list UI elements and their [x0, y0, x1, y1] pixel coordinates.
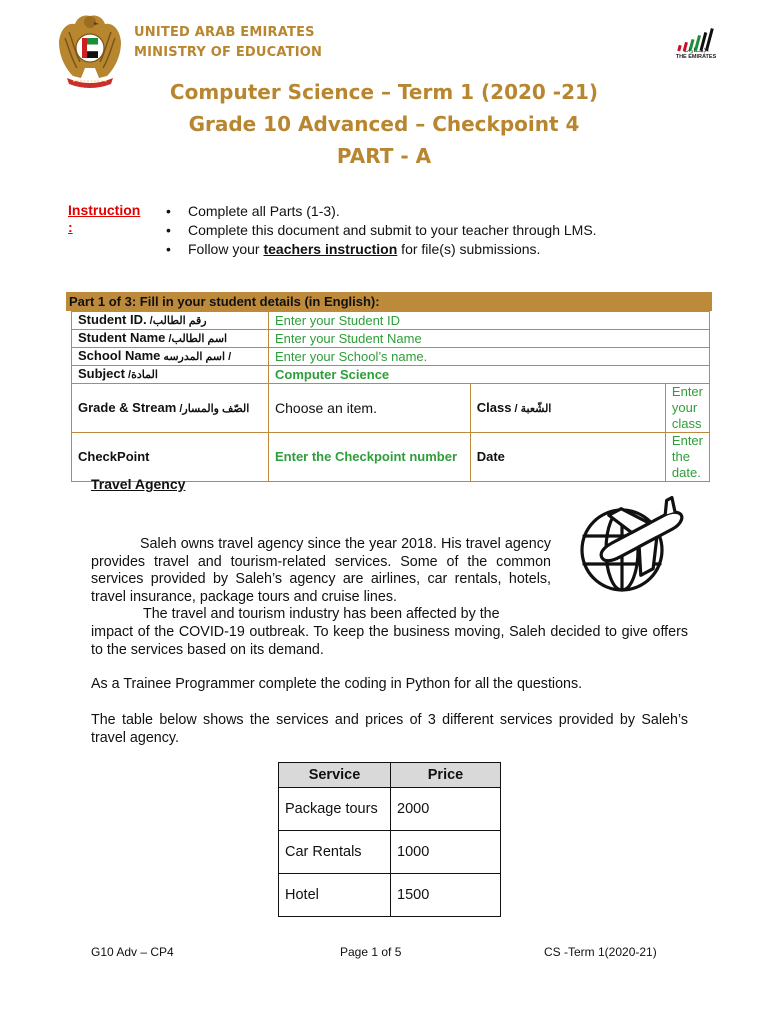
table-row — [279, 874, 501, 917]
student-name-field[interactable]: Enter your Student Name — [269, 330, 710, 348]
ministry-name — [134, 23, 322, 63]
instruction-list — [166, 202, 597, 259]
label-ar: /اسم الطالب — [165, 333, 228, 345]
class-field[interactable]: Enter your class — [665, 384, 709, 433]
table-row — [72, 433, 710, 482]
ministry-line-2: MINISTRY OF EDUCATION — [134, 45, 323, 60]
instruction-label-colon: : — [68, 219, 73, 235]
column-header-service: Service — [279, 763, 391, 788]
uae-emblem-icon — [55, 8, 125, 90]
service-price-cell: 2000 — [391, 788, 501, 831]
school-name-label — [72, 348, 269, 366]
footer-left: G10 Adv – CP4 — [91, 945, 174, 959]
class-label — [470, 384, 665, 433]
table-row — [72, 366, 710, 384]
instruction-item: • Complete all Parts (1-3). — [166, 202, 597, 221]
label-en: Student ID. — [78, 312, 147, 327]
student-name-label — [72, 330, 269, 348]
checkpoint-label: CheckPoint — [72, 433, 269, 482]
table-row — [72, 330, 710, 348]
student-details-header: Part 1 of 3: Fill in your student details (in English): — [66, 292, 712, 311]
table-row — [72, 312, 710, 330]
subject-label — [72, 366, 269, 384]
service-price-cell: 1500 — [391, 874, 501, 917]
service-name-cell: Package tours — [279, 788, 391, 831]
story-paragraph-2-rest: impact of the COVID-19 outbreak. To keep the business moving, Saleh decided to give offers to the services based on its demand. — [91, 624, 688, 658]
instruction-label — [68, 202, 140, 236]
student-details-table — [71, 311, 710, 482]
instruction-item-text: Follow your — [188, 241, 264, 257]
checkpoint-field[interactable]: Enter the Checkpoint number — [269, 433, 471, 482]
footer-right: CS -Term 1(2020-21) — [544, 945, 657, 959]
column-header-price: Price — [391, 763, 501, 788]
footer-page-number: Page 1 of 5 — [340, 945, 402, 959]
label-ar: /رقم الطالب — [146, 315, 207, 327]
emirates-logo-text: THE EMIRATES — [675, 54, 717, 60]
student-id-field[interactable]: Enter your Student ID — [269, 312, 710, 330]
page-title-line-2: Grade 10 Advanced – Checkpoint 4 — [188, 112, 580, 136]
globe-airplane-icon — [576, 492, 690, 598]
page-title-line-1: Computer Science – Term 1 (2020 -21) — [169, 80, 599, 104]
date-label: Date — [470, 433, 665, 482]
table-row — [72, 384, 710, 433]
table-row — [279, 831, 501, 874]
story-paragraph-4: The table below shows the services and prices of 3 different services provided by Saleh’s travel agency. — [91, 712, 688, 746]
services-price-table — [278, 762, 501, 917]
ministry-line-1: UNITED ARAB EMIRATES — [134, 25, 315, 40]
service-name-cell: Car Rentals — [279, 831, 391, 874]
label-en: Class — [476, 399, 512, 415]
subject-value: Computer Science — [269, 366, 710, 384]
label-en: Subject — [78, 366, 125, 381]
table-header-row — [279, 763, 501, 788]
grade-stream-label — [72, 384, 269, 433]
label-ar: / الشّعبة — [511, 402, 552, 415]
emirates-logo-arabic: الإمـــارات — [683, 48, 709, 54]
service-name-cell: Hotel — [279, 874, 391, 917]
label-ar: /الصّف والمسار — [176, 402, 250, 415]
table-row — [279, 788, 501, 831]
story-paragraph-1: Saleh owns travel agency since the year 2018. His travel agency provides travel and tourism-related services. Some of the common services provided by Saleh’s agency are airlines, car rentals, hotels, travel insurance, package tours and cruise lines. — [91, 536, 551, 605]
instruction-item: • Complete this document and submit to your teacher through LMS. — [166, 221, 597, 240]
label-en: Grade & Stream — [78, 399, 177, 415]
label-ar: اسم المدرسه / — [160, 351, 232, 363]
label-en: School Name — [78, 348, 161, 363]
instruction-item — [166, 240, 597, 259]
page-title-line-3: PART - A — [336, 144, 432, 168]
section-heading-travel-agency: Travel Agency — [91, 476, 186, 492]
label-en: Student Name — [78, 330, 166, 345]
school-name-field[interactable]: Enter your School’s name. — [269, 348, 710, 366]
table-row — [72, 348, 710, 366]
teachers-instruction-emphasis: teachers instruction — [263, 241, 398, 257]
story-paragraph-3: As a Trainee Programmer complete the coding in Python for all the questions. — [91, 676, 583, 692]
label-ar: /المادة — [124, 369, 158, 381]
story-paragraph-2-first-line: The travel and tourism industry has been affected by the — [143, 606, 500, 622]
service-price-cell: 1000 — [391, 831, 501, 874]
instruction-label-word: Instruction — [68, 202, 141, 218]
grade-stream-dropdown[interactable]: Choose an item. — [269, 384, 471, 433]
instruction-item-text: for file(s) submissions. — [397, 241, 541, 257]
date-field[interactable]: Enter the date. — [665, 433, 709, 482]
student-id-label — [72, 312, 269, 330]
